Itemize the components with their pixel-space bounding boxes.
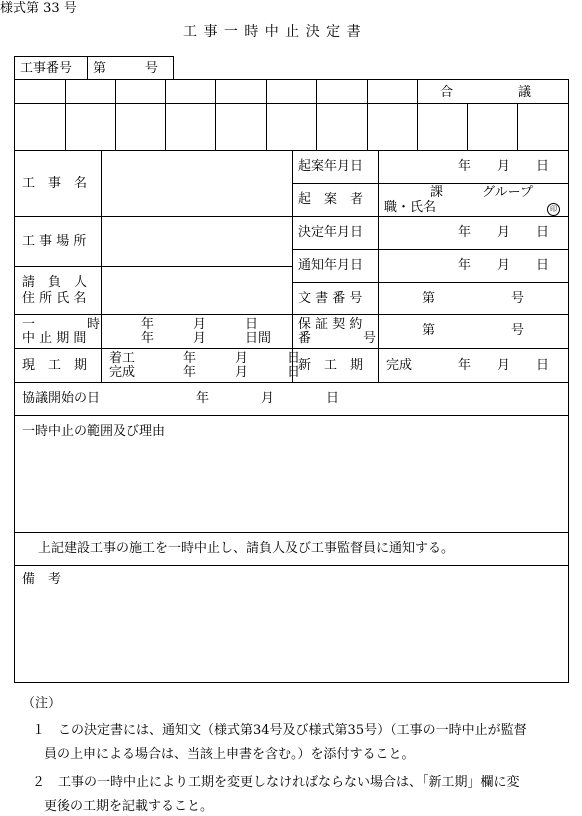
suspension-period-label: 一 時 (22, 317, 101, 332)
document-number-go: 号 (511, 291, 525, 306)
document-number-label: 文 書 番 号 (298, 291, 363, 306)
note-2-line-1: ２ 工事の一時中止により工期を変更しなければならない場合は、「新工期」欄に変 (32, 775, 520, 790)
completion-label: 完成 (109, 365, 136, 380)
notice-date-value[interactable]: 年 月 日 (458, 258, 550, 273)
position-name-label: 職・氏名 (384, 200, 437, 215)
project-number-value[interactable]: 第 号 (93, 61, 159, 76)
draft-date-label: 起案年月日 (298, 159, 364, 174)
consultation-label: 合 議 (440, 85, 532, 100)
current-term-label: 現 工 期 (22, 358, 88, 373)
contractor-address-label: 住 所 氏 名 (22, 291, 87, 306)
seal-stamp: 印 (547, 203, 560, 216)
suspension-start-date[interactable]: 年 月 日 (141, 317, 259, 332)
remarks-label: 備 考 (22, 572, 62, 587)
note-1-line-2: 員の上申による場合は、当該上申書を含む。）を添付すること。 (44, 747, 415, 762)
note-2-line-2: 更後の工期を記載すること。 (44, 799, 214, 814)
consultation-start-label: 協議開始の日 (22, 391, 101, 406)
suspension-period-label-2: 中 止 期 間 (22, 331, 87, 346)
project-name-label: 工 事 名 (22, 176, 88, 191)
section-group-value[interactable]: 課 グループ (430, 185, 533, 200)
new-term-label: 新 工 期 (298, 358, 364, 373)
seal-mark (547, 201, 560, 216)
notes-heading: （注） (22, 696, 62, 711)
new-completion-date[interactable]: 年 月 日 (458, 358, 550, 373)
decision-date-label: 決定年月日 (298, 225, 364, 240)
decision-date-value[interactable]: 年 月 日 (458, 225, 550, 240)
note-1-line-1: １ この決定書には、通知文（様式第34号及び様式第35号）（工事の一時中止が監督 (32, 723, 527, 738)
new-completion-label: 完成 (386, 358, 413, 373)
draft-date-value[interactable]: 年 月 日 (458, 159, 550, 174)
contractor-label: 請 負 人 (22, 275, 88, 290)
project-number-label: 工事番号 (20, 61, 73, 76)
consultation-start-date[interactable]: 年 月 日 (196, 391, 340, 406)
notice-date-label: 通知年月日 (298, 258, 364, 273)
project-site-label: 工 事 場 所 (22, 234, 87, 249)
form-number: 様式第 33 号 (0, 1, 77, 16)
completion-date[interactable]: 年 月 日 (183, 365, 301, 380)
document-number-dai: 第 (422, 291, 436, 306)
scope-reason-label: 一時中止の範囲及び理由 (22, 424, 166, 439)
suspension-end-date[interactable]: 年 月 日間 (141, 331, 272, 346)
guarantee-contract-label: 保 証 契 約 (298, 317, 363, 332)
guarantee-number-go: 号 (511, 323, 525, 338)
document-title: 工 事 一 時 中 止 決 定 書 (183, 24, 362, 40)
start-work-date[interactable]: 年 月 日 (183, 351, 301, 366)
drafter-label: 起 案 者 (298, 192, 364, 207)
guarantee-number-label: 番 号 (298, 331, 377, 346)
guarantee-number-dai: 第 (422, 323, 436, 338)
notice-statement: 上記建設工事の施工を一時中止し、請負人及び工事監督員に通知する。 (38, 541, 455, 556)
start-work-label: 着工 (109, 351, 136, 366)
